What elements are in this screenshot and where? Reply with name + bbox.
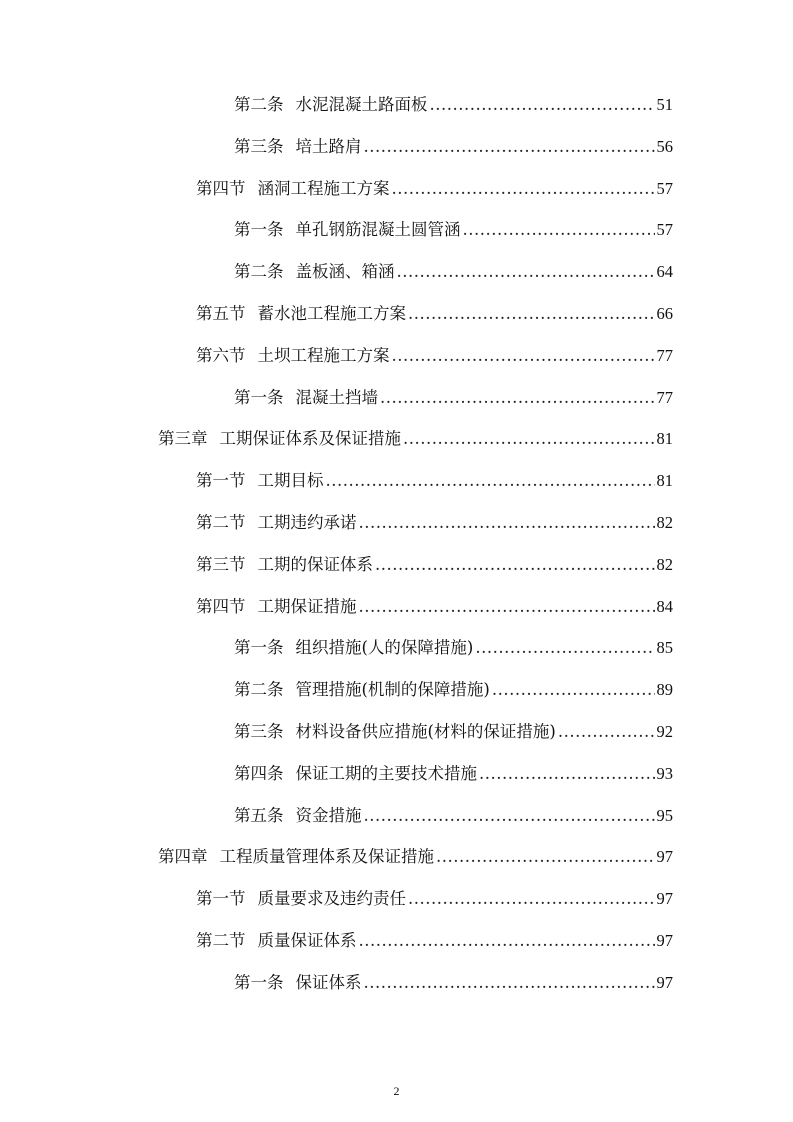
toc-entry-number: 第四节: [196, 596, 246, 616]
toc-entry[interactable]: [234, 675, 673, 705]
toc-dot-leader: [408, 299, 655, 329]
toc-dot-leader: [392, 174, 655, 204]
toc-entry[interactable]: [196, 926, 673, 956]
toc-entry-page: 82: [656, 513, 673, 532]
toc-dot-leader: [558, 717, 655, 747]
toc-entry-page: 81: [656, 471, 673, 491]
toc-dot-leader: [475, 633, 654, 663]
toc-dot-leader: [359, 592, 655, 622]
toc-entry-title: 资金措施: [295, 805, 362, 825]
toc-dot-leader: [436, 842, 655, 872]
toc-dot-leader: [463, 215, 655, 245]
toc-entry-number: 第五节: [196, 304, 246, 323]
toc-entry[interactable]: [234, 90, 673, 120]
toc-entry[interactable]: [196, 508, 673, 538]
toc-entry[interactable]: [196, 466, 673, 496]
toc-entry-title: 工期保证体系及保证措施: [219, 429, 401, 449]
toc-entry-title: 工期保证措施: [257, 596, 357, 616]
toc-entry-page: 77: [656, 345, 673, 365]
toc-entry-page: 57: [656, 220, 673, 240]
toc-entry-page: 97: [656, 847, 673, 867]
toc-entry-number: 第二节: [196, 931, 246, 950]
toc-entry-number: 第一条: [234, 220, 284, 240]
toc-entry[interactable]: [158, 842, 673, 872]
toc-entry-title: 工期违约承诺: [257, 513, 357, 532]
toc-entry-page: 51: [656, 95, 673, 114]
toc-entry-title: 涵洞工程施工方案: [257, 178, 390, 198]
toc-dot-leader: [479, 759, 655, 789]
toc-entry-number: 第三条: [234, 722, 284, 741]
toc-entry-page: 89: [656, 680, 673, 700]
toc-dot-leader: [380, 383, 655, 413]
toc-entry[interactable]: [196, 592, 673, 622]
toc-entry[interactable]: [234, 383, 673, 413]
toc-entry-number: 第四条: [234, 763, 284, 783]
toc-entry[interactable]: [234, 968, 673, 998]
toc-entry-title: 组织措施(人的保障措施): [295, 638, 474, 658]
toc-entry-page: 66: [656, 304, 673, 323]
toc-entry-number: 第五条: [234, 805, 284, 825]
toc-entry[interactable]: [158, 424, 673, 454]
toc-entry[interactable]: [234, 215, 673, 245]
toc-entry-title: 质量要求及违约责任: [257, 889, 406, 909]
toc-entry-title: 工期的保证体系: [257, 554, 373, 574]
toc-dot-leader: [403, 424, 655, 454]
toc-dot-leader: [364, 801, 655, 831]
toc-entry-number: 第四章: [158, 847, 208, 867]
toc-entry-page: 84: [656, 596, 673, 616]
toc-entry-number: 第一条: [234, 387, 284, 407]
page-number: 2: [393, 1084, 400, 1098]
toc-entry[interactable]: [196, 174, 673, 204]
toc-entry-title: 蓄水池工程施工方案: [257, 304, 406, 323]
toc-entry[interactable]: [234, 257, 673, 287]
toc-dot-leader: [430, 90, 655, 120]
toc-entry-title: 土坝工程施工方案: [257, 345, 390, 365]
toc-entry-title: 质量保证体系: [257, 931, 357, 950]
toc-entry-page: 97: [656, 889, 673, 909]
toc-entry-title: 材料设备供应措施(材料的保证措施): [295, 722, 556, 741]
toc-entry-page: 82: [656, 554, 673, 574]
toc-dot-leader: [397, 257, 655, 287]
toc-entry-title: 盖板涵、箱涵: [295, 262, 395, 282]
toc-dot-leader: [375, 550, 655, 580]
toc-entry-number: 第四节: [196, 178, 246, 198]
toc-entry-title: 培土路肩: [295, 136, 362, 156]
toc-entry-number: 第二节: [196, 513, 246, 532]
toc-entry[interactable]: [234, 801, 673, 831]
toc-entry-page: 77: [656, 387, 673, 407]
toc-dot-leader: [359, 926, 655, 956]
toc-entry-number: 第二条: [234, 680, 284, 700]
toc-entry-title: 工程质量管理体系及保证措施: [219, 847, 434, 867]
toc-entry[interactable]: [196, 341, 673, 371]
toc-entry-number: 第三章: [158, 429, 208, 449]
toc-dot-leader: [392, 341, 655, 371]
toc-entry[interactable]: [234, 759, 673, 789]
toc-dot-leader: [408, 884, 655, 914]
toc-entry-title: 管理措施(机制的保障措施): [295, 680, 490, 700]
toc-entry[interactable]: [196, 299, 673, 329]
toc-entry-number: 第一条: [234, 638, 284, 658]
toc-entry-number: 第三节: [196, 554, 246, 574]
toc-entry-number: 第二条: [234, 95, 284, 114]
toc-entry-title: 混凝土挡墙: [295, 387, 378, 407]
toc-entry-page: 81: [656, 429, 673, 449]
toc-entry-number: 第三条: [234, 136, 284, 156]
toc-entry-number: 第二条: [234, 262, 284, 282]
toc-entry-title: 保证体系: [295, 972, 362, 992]
toc-entry-page: 97: [656, 931, 673, 950]
toc-entry-page: 93: [656, 763, 673, 783]
toc-entry-title: 保证工期的主要技术措施: [295, 763, 477, 783]
toc-entry-page: 97: [656, 972, 673, 992]
toc-entry-page: 64: [656, 262, 673, 282]
toc-entry-number: 第一条: [234, 972, 284, 992]
toc-entry[interactable]: [196, 550, 673, 580]
toc-dot-leader: [492, 675, 655, 705]
toc-dot-leader: [364, 132, 655, 162]
toc-entry-page: 92: [656, 722, 673, 741]
toc-entry-number: 第一节: [196, 889, 246, 909]
toc-entry-page: 56: [656, 136, 673, 156]
toc-entry[interactable]: [234, 717, 673, 747]
toc-entry-page: 95: [656, 805, 673, 825]
toc-dot-leader: [359, 508, 655, 538]
toc-entry[interactable]: [234, 633, 673, 663]
toc-entry-page: 57: [656, 178, 673, 198]
toc-entry-number: 第一节: [196, 471, 246, 491]
toc-entry-title: 水泥混凝土路面板: [295, 95, 428, 114]
toc-dot-leader: [364, 968, 655, 998]
toc-entry-title: 单孔钢筋混凝土圆管涵: [295, 220, 461, 240]
toc-entry-number: 第六节: [196, 345, 246, 365]
toc-entry-title: 工期目标: [257, 471, 324, 491]
toc-entry-page: 85: [656, 638, 673, 658]
toc-entry[interactable]: [196, 884, 673, 914]
toc-entry[interactable]: [234, 132, 673, 162]
toc-dot-leader: [326, 466, 655, 496]
